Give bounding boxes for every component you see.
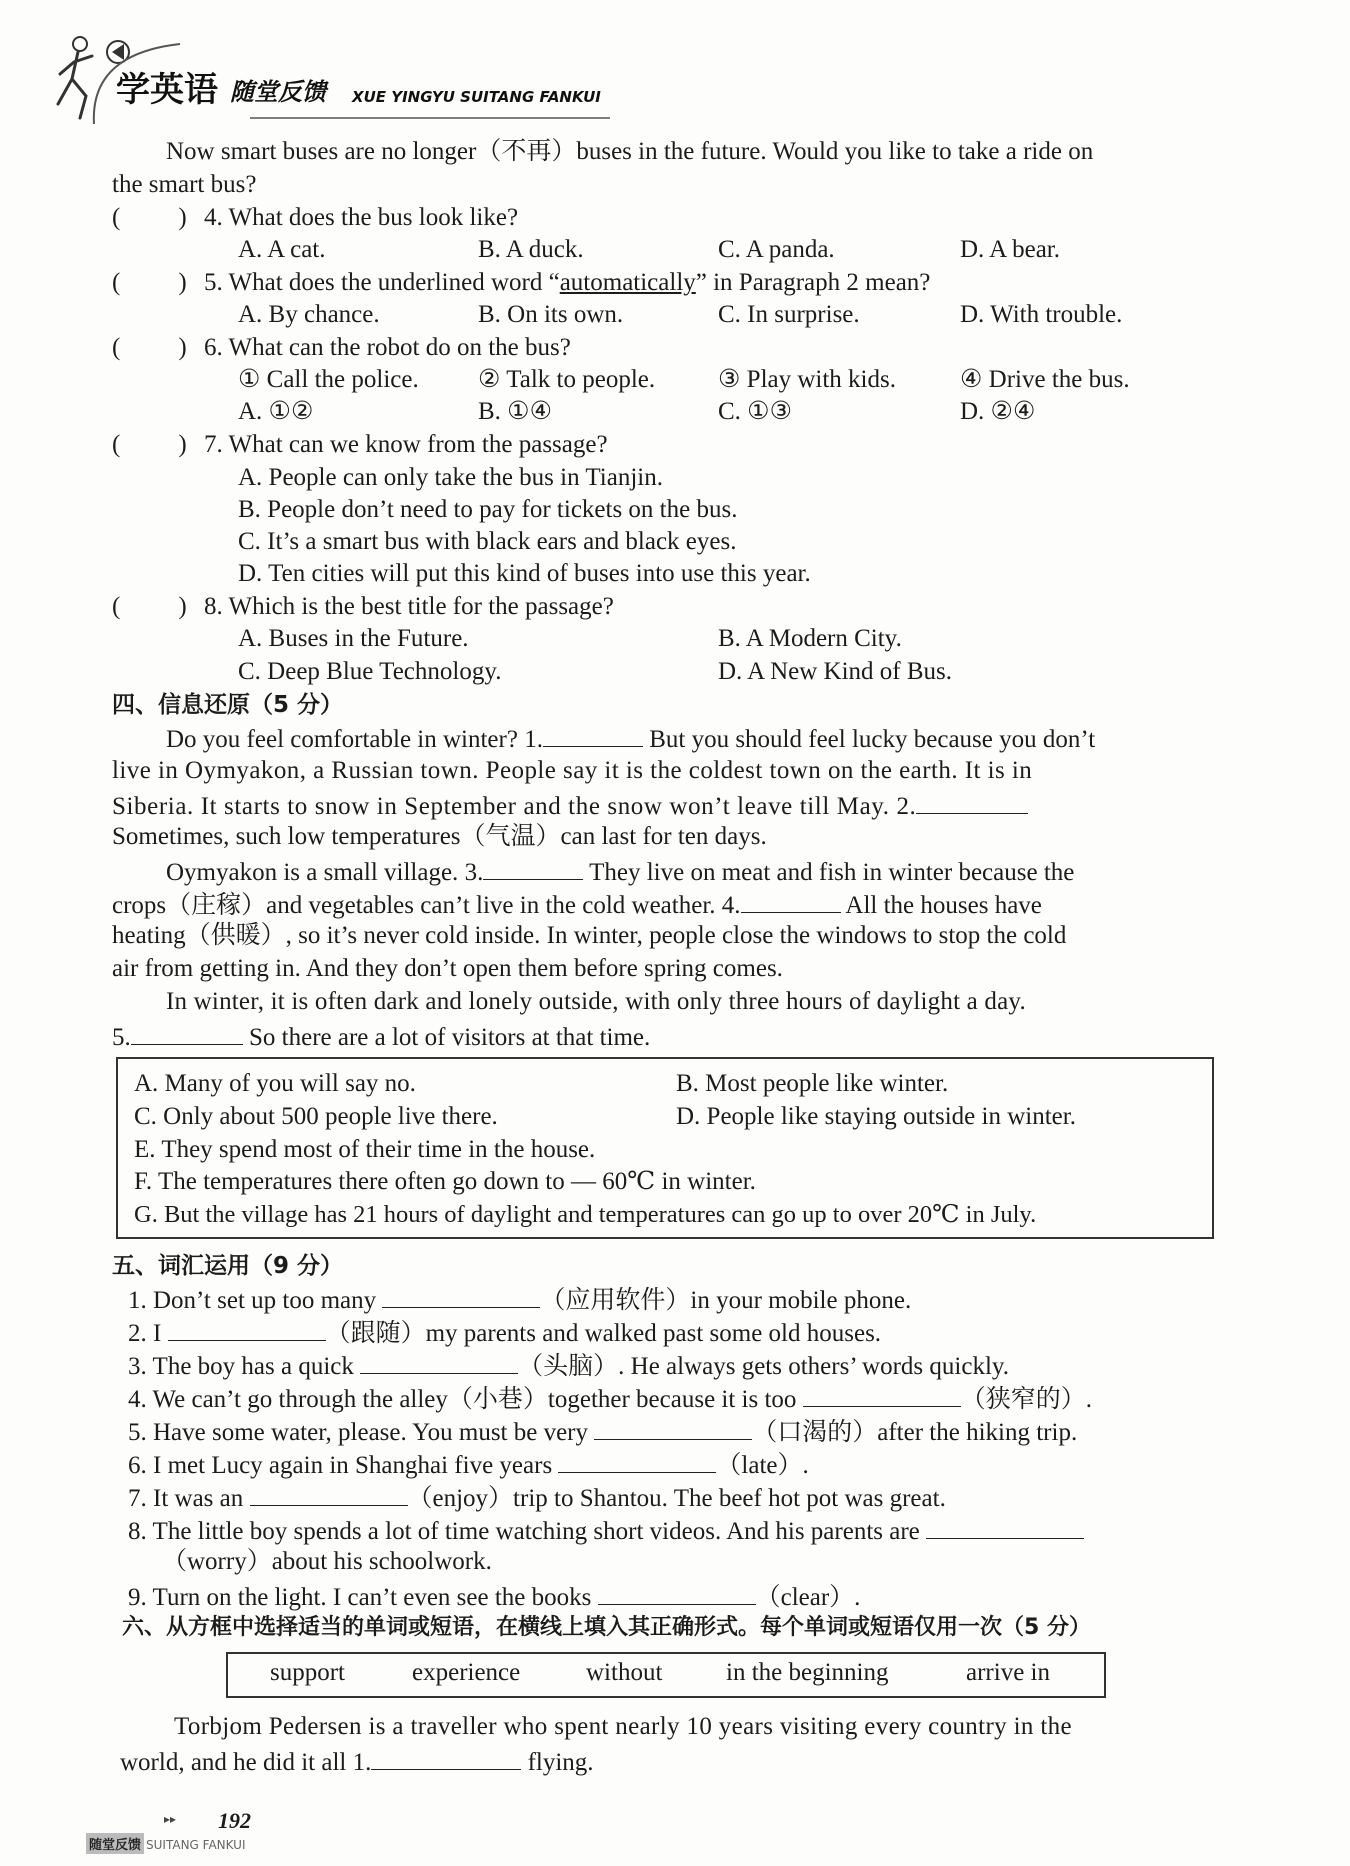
answer-blank[interactable] [131,1020,243,1045]
passage-line: the smart bus? [112,171,257,198]
passage-line: heating（供暖）, so it’s never cold inside. In winter, people close the windows to stop the cold [112,922,1067,949]
section-heading: 四、信息还原（5 分） [112,692,344,718]
answer-blank[interactable] [543,722,643,747]
section-heading: 六、从方框中选择适当的单词或短语，在横线上填入其正确形式。每个单词或短语仅用一次（5 分） [122,1615,1091,1640]
vocab-item: 6. I met Lucy again in Shanghai five years （late）. [128,1448,809,1481]
word-option: experience [412,1659,521,1686]
answer-blank[interactable] [741,888,841,913]
choice-item: ① Call the police. [238,366,419,393]
box-option: G. But the village has 21 hours of daylight and temperatures can go up to over 20℃ in July. [134,1201,1037,1228]
option: D. ②④ [960,398,1036,425]
option: A. ①② [238,398,314,425]
vocab-item: 3. The boy has a quick （头脑）. He always gets others’ words quickly. [128,1349,1009,1382]
question-stem: 8. Which is the best title for the passage? [204,593,614,620]
option: D. A New Kind of Bus. [718,658,953,685]
box-option: B. Most people like winter. [676,1070,949,1097]
question-stem: 5. What does the underlined word “automatically” in Paragraph 2 mean? [204,269,931,296]
arrow-icon: ▸▸ [164,1812,177,1826]
box-option: F. The temperatures there often go down to — 60℃ in winter. [134,1168,756,1195]
option: B. ①④ [478,398,552,425]
passage-line: live in Oymyakon, a Russian town. People say it is the coldest town on the earth. It is in [112,757,1033,784]
answer-paren[interactable]: ( ) [112,593,187,620]
answer-paren[interactable]: ( ) [112,431,187,458]
passage-line: Now smart buses are no longer（不再）buses in the future. Would you like to take a ride on [166,138,1094,165]
underlined-word: automatically [559,269,696,296]
option: B. On its own. [478,301,624,328]
option: A. People can only take the bus in Tianjin. [238,464,663,491]
footer-tag-en: SUITANG FANKUI [146,1838,246,1852]
vocab-item: 2. I （跟随）my parents and walked past some old houses. [128,1316,881,1349]
footer-tag [86,1828,286,1852]
passage-line: Do you feel comfortable in winter? 1. But you should feel lucky because you don’t [166,722,1095,755]
section-heading: 五、词汇运用（9 分） [112,1253,344,1279]
word-option: arrive in [966,1659,1050,1686]
passage-line: air from getting in. And they don’t open them before spring comes. [112,955,783,982]
word-option: support [270,1659,345,1686]
option: A. Buses in the Future. [238,625,469,652]
passage-line: Torbjom Pedersen is a traveller who spent nearly 10 years visiting every country in the [174,1713,1072,1740]
header-title-cn: 学英语 [116,70,218,110]
option: D. With trouble. [960,301,1123,328]
vocab-item: 5. Have some water, please. You must be very （口渴的）after the hiking trip. [128,1415,1077,1448]
word-option: in the beginning [726,1659,889,1686]
vocab-item: 7. It was an （enjoy）trip to Shantou. The beef hot pot was great. [128,1481,946,1514]
vocab-item-continued: （worry）about his schoolwork. [162,1548,492,1575]
box-option: A. Many of you will say no. [134,1070,416,1097]
choice-item: ③ Play with kids. [718,366,896,393]
option: A. A cat. [238,236,326,263]
choice-item: ④ Drive the bus. [960,366,1130,393]
question-stem: 6. What can the robot do on the bus? [204,334,571,361]
answer-blank[interactable] [598,1580,756,1605]
option: D. Ten cities will put this kind of buses into use this year. [238,560,811,587]
option: C. ①③ [718,398,792,425]
option: C. Deep Blue Technology. [238,658,502,685]
question-stem: 7. What can we know from the passage? [204,431,608,458]
answer-paren[interactable]: ( ) [112,269,187,296]
header-pinyin: XUE YINGYU SUITANG FANKUI [352,88,601,106]
option: C. It’s a smart bus with black ears and black eyes. [238,528,737,555]
option: B. People don’t need to pay for tickets on the bus. [238,496,738,523]
vocab-item: 9. Turn on the light. I can’t even see the books （clear）. [128,1580,860,1613]
footer-tag-cn: 随堂反馈 [86,1833,144,1854]
header-subtitle-cn: 随堂反馈 [230,78,326,106]
vocab-item: 8. The little boy spends a lot of time watching short videos. And his parents are [128,1514,1084,1547]
word-option: without [586,1659,663,1686]
box-option: E. They spend most of their time in the house. [134,1136,596,1163]
option: B. A duck. [478,236,584,263]
vocab-item: 1. Don’t set up too many （应用软件）in your mobile phone. [128,1283,911,1316]
passage-line: Oymyakon is a small village. 3. They live on meat and fish in winter because the [166,855,1074,888]
box-option: C. Only about 500 people live there. [134,1103,498,1130]
vocab-item: 4. We can’t go through the alley（小巷）together because it is too （狭窄的）. [128,1382,1092,1415]
option: A. By chance. [238,301,380,328]
option: D. A bear. [960,236,1060,263]
passage-line: 5. So there are a lot of visitors at that time. [112,1020,650,1053]
answer-paren[interactable]: ( ) [112,204,187,231]
answer-blank[interactable] [803,1382,961,1407]
answer-blank[interactable] [926,1514,1084,1539]
choice-item: ② Talk to people. [478,366,656,393]
answer-blank[interactable] [594,1415,752,1440]
passage-line: world, and he did it all 1. flying. [120,1745,594,1778]
option: B. A Modern City. [718,625,902,652]
answer-paren[interactable]: ( ) [112,334,187,361]
passage-line: Sometimes, such low temperatures（气温）can last for ten days. [112,823,767,850]
answer-blank[interactable] [371,1745,521,1770]
option: C. A panda. [718,236,835,263]
box-option: D. People like staying outside in winter. [676,1103,1076,1130]
page-number: 192 [218,1808,251,1833]
option: C. In surprise. [718,301,860,328]
answer-blank[interactable] [558,1448,716,1473]
header-banner [50,34,650,134]
answer-blank[interactable] [483,855,583,880]
answer-blank[interactable] [382,1283,540,1308]
answer-blank[interactable] [916,789,1028,814]
passage-line: Siberia. It starts to snow in September and the snow won’t leave till May. 2. [112,789,1028,822]
answer-blank[interactable] [360,1349,518,1374]
answer-blank[interactable] [250,1481,408,1506]
answer-blank[interactable] [168,1316,326,1341]
passage-line: crops（庄稼）and vegetables can’t live in the cold weather. 4. All the houses have [112,888,1042,921]
question-stem: 4. What does the bus look like? [204,204,519,231]
passage-line: In winter, it is often dark and lonely outside, with only three hours of daylight a day. [166,988,1026,1015]
